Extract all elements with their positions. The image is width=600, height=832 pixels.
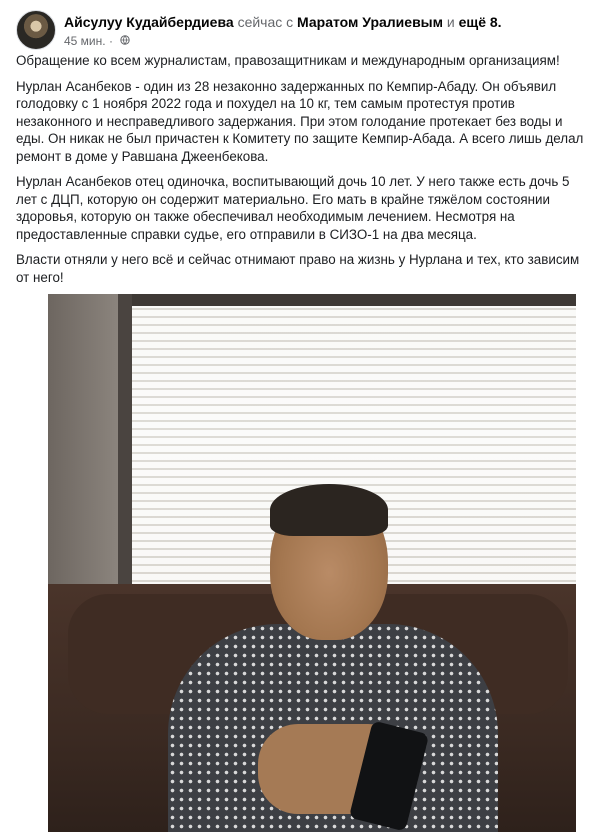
post-time-link[interactable]: 45 мин. bbox=[64, 34, 106, 48]
post-meta bbox=[64, 34, 130, 50]
post-paragraph: Нурлан Асанбеков - один из 28 незаконно задержанных по Кемпир-Абаду. Он объявил голодовку с 1 ноября 2022 года и похудел на 10 кг, тем самым протестуя против незаконного и несправедливого задержания. При этом голодание протекает без воды и еды. Он никак не был причастен к Комитету по защите Кемпир-Абада. А всего лишь делал ремонт в доме у Равшана Джеенбекова. bbox=[16, 78, 584, 164]
post-paragraph: Власти отняли у него всё и сейчас отнимают право на жизнь у Нурлана и тех, кто зависим от него! bbox=[16, 252, 580, 285]
post-header bbox=[16, 10, 590, 50]
post-paragraph: Нурлан Асанбеков отец одиночка, воспитывающий дочь 10 лет. У него также есть дочь 5 лет с ДЦП, которую он содержит материально. Его мать в крайне тяжёлом состоянии здоровья, которую он также обеспечивал необходимым лечением. Несмотря на предоставленные справки судье, его отправили в СИЗО-1 на два месяца. bbox=[16, 174, 570, 242]
and-word: и bbox=[446, 14, 455, 30]
author-avatar[interactable] bbox=[16, 10, 56, 50]
photo-person-hair bbox=[270, 484, 388, 536]
author-name[interactable]: Айсулуу Кудайбердиева bbox=[64, 14, 234, 30]
photo-window-frame-left bbox=[118, 294, 132, 634]
with-prefix: сейчас с bbox=[237, 14, 294, 30]
photo-window-frame-top bbox=[118, 294, 576, 306]
post-photo[interactable] bbox=[48, 294, 576, 832]
globe-icon[interactable] bbox=[120, 35, 130, 50]
tagged-others-link[interactable]: ещё 8. bbox=[458, 14, 502, 30]
post-paragraph: Обращение ко всем журналистам, правозащитникам и международным организациям! bbox=[16, 53, 560, 68]
author-line bbox=[64, 14, 502, 30]
post-text bbox=[16, 52, 586, 294]
tagged-person-link[interactable]: Маратом Уралиевым bbox=[297, 14, 443, 30]
meta-separator: · bbox=[108, 34, 113, 48]
